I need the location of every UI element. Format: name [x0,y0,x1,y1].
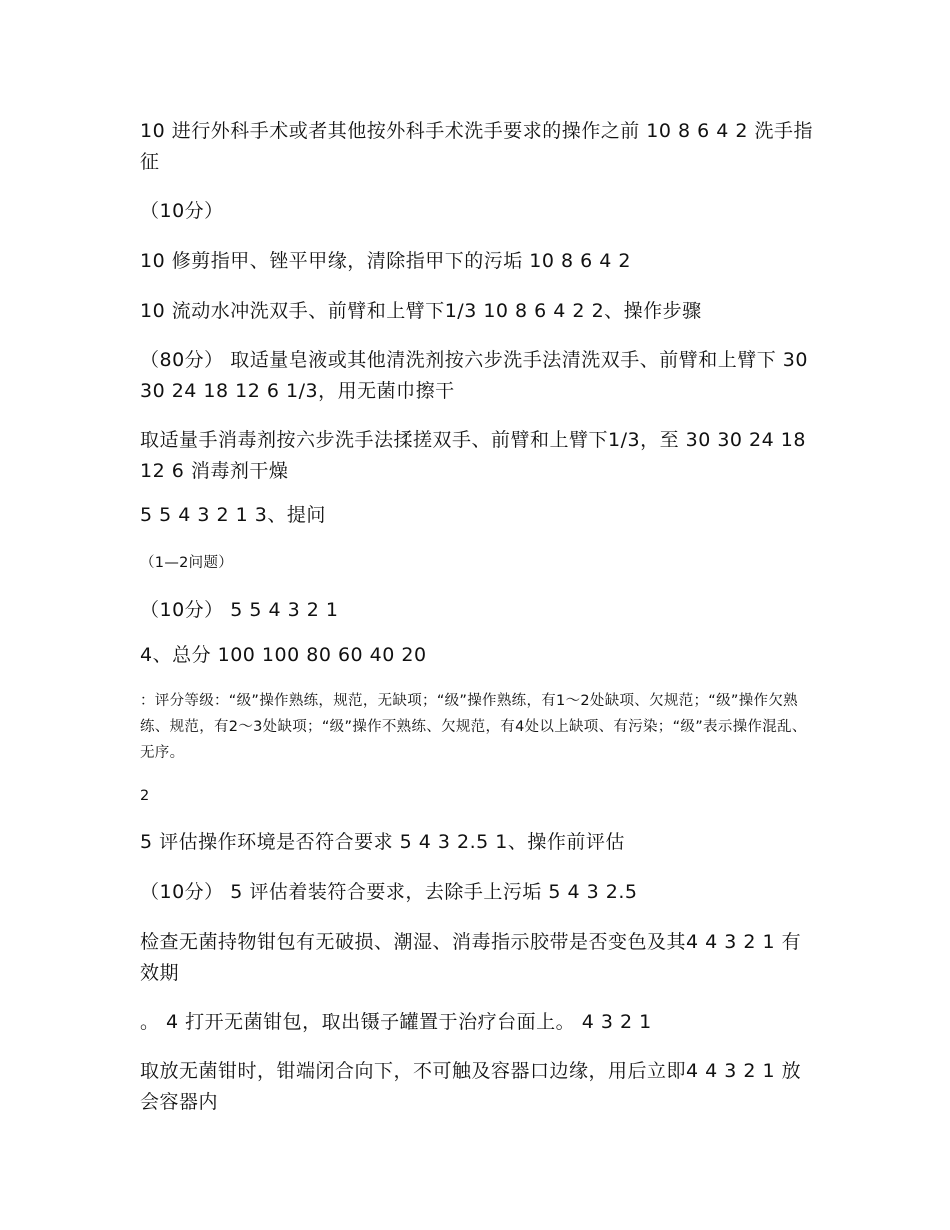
paragraph-3: 10 修剪指甲、锉平甲缘，清除指甲下的污垢 10 8 6 4 2 [140,250,631,272]
paragraph-5: （80分） 取适量皂液或其他清洗剂按六步洗手法清洗双手、前臂和上臂下 30 30 24 18 12 6 1/3，用无菌巾擦干 [140,349,808,402]
paragraph-16: 取放无菌钳时，钳端闭合向下，不可触及容器口边缘，用后立即4 4 3 2 1 放会容器内 [140,1060,802,1113]
paragraph-13: （10分） 5 评估着装符合要求，去除手上污垢 5 4 3 2.5 [140,881,638,903]
paragraph-9: （10分） 5 5 4 3 2 1 [140,599,339,621]
paragraph-14: 检查无菌持物钳包有无破损、潮湿、消毒指示胶带是否变色及其4 4 3 2 1 有效期 [140,931,802,984]
paragraph-7: 5 5 4 3 2 1 3、提问 [140,504,326,526]
paragraph-6: 取适量手消毒剂按六步洗手法揉搓双手、前臂和上臂下1/3，至 30 30 24 18 12 6 消毒剂干燥 [140,429,806,482]
paragraph-4: 10 流动水冲洗双手、前臂和上臂下1/3 10 8 6 4 2 2、操作步骤 [140,300,702,322]
paragraph-10: 4、总分 100 100 80 60 40 20 [140,644,427,666]
paragraph-12: 5 评估操作环境是否符合要求 5 4 3 2.5 1、操作前评估 [140,831,625,853]
paragraph-2: （10分） [140,200,224,222]
paragraph-8: （1—2问题） [140,555,234,571]
grading-note: ：评分等级：“级”操作熟练，规范，无缺项；“级”操作熟练，有1～2处缺项、欠规范；“级”操作欠熟练、规范，有2～3处缺项；“级”操作不熟练、欠规范，有4处以上缺项、有污染；“级”表示操作混乱、无序。 [140,693,807,761]
page-number: 2 [140,788,150,804]
paragraph-15: 。 4 打开无菌钳包，取出镊子罐置于治疗台面上。 4 3 2 1 [140,1011,652,1033]
paragraph-1: 10 进行外科手术或者其他按外科手术洗手要求的操作之前 10 8 6 4 2 洗手指征 [140,120,813,173]
